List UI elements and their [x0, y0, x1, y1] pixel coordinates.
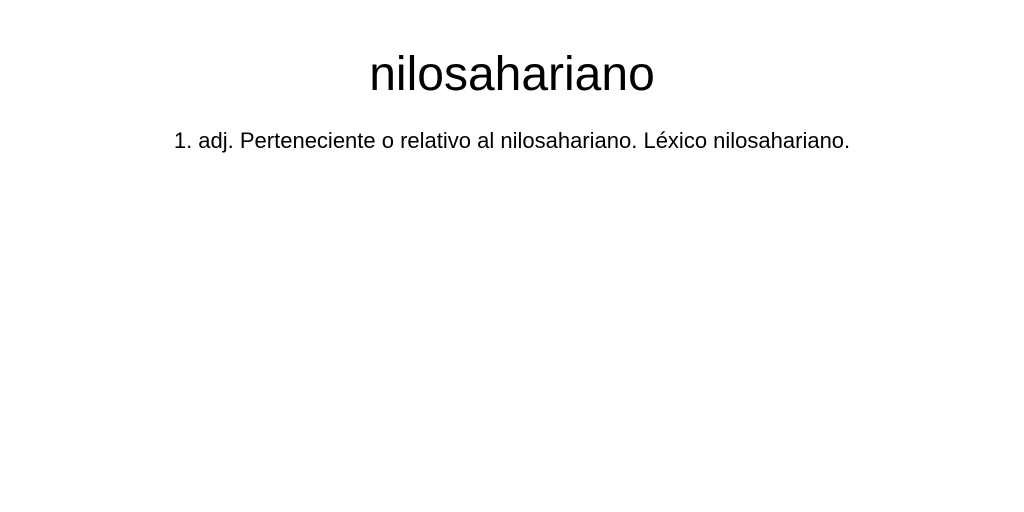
- page-title: nilosahariano: [369, 48, 655, 101]
- definition-text: 1. adj. Perteneciente o relativo al nilosahariano. Léxico nilosahariano.: [173, 128, 851, 153]
- dictionary-entry: [0, 0, 1024, 154]
